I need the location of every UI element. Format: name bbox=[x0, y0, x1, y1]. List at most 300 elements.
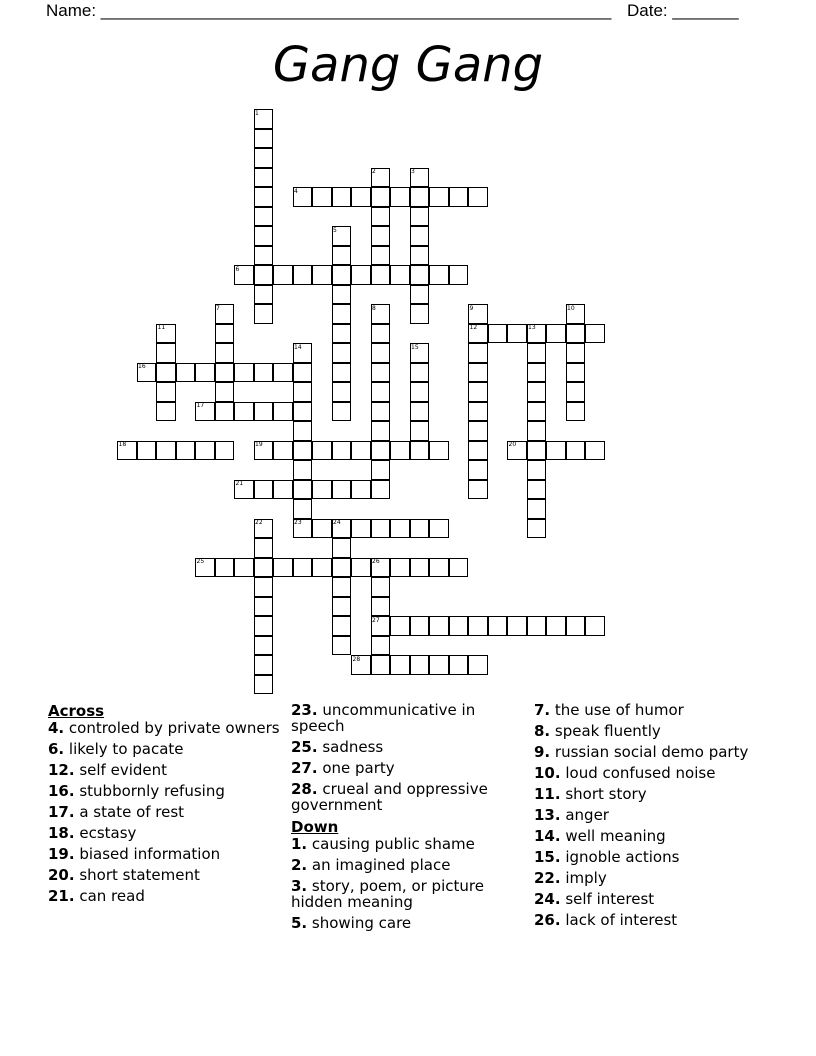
crossword-cell[interactable] bbox=[371, 402, 391, 422]
clue-item bbox=[48, 867, 280, 883]
crossword-cell[interactable] bbox=[429, 558, 449, 578]
crossword-cell[interactable] bbox=[312, 265, 332, 285]
clue-item bbox=[48, 846, 280, 862]
clue-text: short story bbox=[560, 785, 647, 803]
cell-number: 24 bbox=[333, 519, 341, 526]
crossword-cell[interactable] bbox=[293, 265, 313, 285]
crossword-cell[interactable] bbox=[429, 441, 449, 461]
cell-number: 1 bbox=[255, 109, 259, 117]
crossword-cell[interactable] bbox=[371, 655, 391, 675]
crossword-cell[interactable] bbox=[410, 226, 430, 246]
crossword-cell[interactable] bbox=[273, 441, 293, 461]
crossword-cell[interactable] bbox=[410, 402, 430, 422]
clue-number: 28. bbox=[291, 780, 318, 798]
crossword-cell[interactable] bbox=[410, 187, 430, 207]
cell-number: 4 bbox=[294, 187, 298, 195]
crossword-cell[interactable] bbox=[254, 655, 274, 675]
crossword-cell[interactable] bbox=[156, 382, 176, 402]
crossword-cell[interactable] bbox=[254, 246, 274, 266]
cell-number: 10 bbox=[567, 304, 575, 312]
cell-number: 21 bbox=[235, 480, 244, 487]
crossword-cell[interactable] bbox=[468, 382, 488, 402]
clue-text: showing care bbox=[307, 914, 412, 932]
crossword-cell[interactable] bbox=[254, 616, 274, 636]
clue-item bbox=[534, 870, 774, 886]
cell-number: 7 bbox=[216, 304, 220, 312]
cell-number: 9 bbox=[469, 304, 474, 312]
clue-text: ignoble actions bbox=[560, 848, 680, 866]
crossword-cell[interactable] bbox=[156, 343, 176, 363]
clue-item bbox=[48, 888, 280, 904]
crossword-cell[interactable] bbox=[312, 519, 332, 539]
crossword-cell[interactable] bbox=[332, 304, 352, 324]
clue-number: 2. bbox=[291, 856, 308, 874]
clue-number: 26. bbox=[534, 911, 561, 929]
crossword-cell[interactable] bbox=[156, 363, 176, 383]
crossword-cell[interactable] bbox=[546, 616, 566, 636]
clue-text: stubbornly refusing bbox=[74, 782, 225, 800]
crossword-cell[interactable] bbox=[410, 207, 430, 227]
crossword-cell[interactable] bbox=[371, 324, 391, 344]
clue-item bbox=[291, 878, 521, 910]
crossword-cell[interactable] bbox=[215, 558, 235, 578]
crossword-cell[interactable] bbox=[351, 265, 371, 285]
clue-text: controled by private owners bbox=[64, 719, 280, 737]
clue-number: 14. bbox=[534, 827, 561, 845]
clue-item bbox=[534, 849, 774, 865]
clue-item bbox=[291, 915, 521, 931]
clue-number: 25. bbox=[291, 738, 318, 756]
crossword-cell[interactable] bbox=[254, 168, 274, 188]
crossword-cell[interactable] bbox=[468, 655, 488, 675]
crossword-cell[interactable] bbox=[254, 363, 274, 383]
crossword-cell[interactable] bbox=[293, 421, 313, 441]
cell-number: 28 bbox=[352, 655, 361, 663]
clue-text: an imagined place bbox=[307, 856, 451, 874]
cell-number: 23 bbox=[294, 519, 302, 526]
clue-text: a state of rest bbox=[74, 803, 185, 821]
clue-number: 18. bbox=[48, 824, 75, 842]
crossword-cell[interactable] bbox=[410, 382, 430, 402]
date-field-label: Date: _______ bbox=[627, 1, 739, 20]
crossword-cell[interactable] bbox=[293, 363, 313, 383]
crossword-cell[interactable] bbox=[332, 538, 352, 558]
crossword-cell[interactable] bbox=[468, 402, 488, 422]
clue-item bbox=[534, 912, 774, 928]
crossword-cell[interactable] bbox=[371, 363, 391, 383]
crossword-cell[interactable] bbox=[449, 265, 469, 285]
crossword-cell[interactable] bbox=[507, 616, 527, 636]
crossword-cell[interactable] bbox=[566, 441, 586, 461]
crossword-cell[interactable] bbox=[449, 655, 469, 675]
crossword-cell[interactable] bbox=[371, 460, 391, 480]
crossword-cell[interactable] bbox=[566, 382, 586, 402]
crossword-cell[interactable] bbox=[566, 363, 586, 383]
crossword-cell[interactable] bbox=[176, 363, 196, 383]
crossword-cell[interactable] bbox=[527, 363, 547, 383]
clue-text: crueal and oppressive government bbox=[291, 780, 488, 814]
crossword-cell[interactable] bbox=[234, 363, 254, 383]
crossword-cell[interactable] bbox=[410, 519, 430, 539]
crossword-cell[interactable] bbox=[332, 285, 352, 305]
clue-text: self interest bbox=[560, 890, 655, 908]
clue-text: anger bbox=[560, 806, 609, 824]
crossword-cell[interactable] bbox=[273, 265, 293, 285]
crossword-cell[interactable] bbox=[390, 441, 410, 461]
crossword-cell[interactable] bbox=[254, 129, 274, 149]
crossword-cell[interactable] bbox=[332, 402, 352, 422]
clue-number: 15. bbox=[534, 848, 561, 866]
cell-number: 2 bbox=[372, 168, 376, 175]
crossword-cell[interactable] bbox=[351, 519, 371, 539]
cell-number: 20 bbox=[508, 441, 517, 448]
crossword-cell[interactable] bbox=[332, 558, 352, 578]
clue-item bbox=[291, 836, 521, 852]
clue-number: 4. bbox=[48, 719, 65, 737]
clue-number: 7. bbox=[534, 701, 551, 719]
crossword-cell[interactable] bbox=[371, 265, 391, 285]
crossword-cell[interactable] bbox=[332, 480, 352, 500]
crossword-cell[interactable] bbox=[351, 558, 371, 578]
crossword-cell[interactable] bbox=[566, 324, 586, 344]
crossword-cell[interactable] bbox=[527, 499, 547, 519]
crossword-cell[interactable] bbox=[390, 616, 410, 636]
crossword-cell[interactable] bbox=[429, 265, 449, 285]
crossword-cell[interactable] bbox=[410, 558, 430, 578]
crossword-cell[interactable] bbox=[332, 324, 352, 344]
crossword-cell[interactable] bbox=[371, 480, 391, 500]
clue-section-heading: Across bbox=[48, 702, 105, 720]
crossword-cell[interactable] bbox=[293, 499, 313, 519]
crossword-cell[interactable] bbox=[449, 558, 469, 578]
crossword-cell[interactable] bbox=[332, 636, 352, 656]
cell-number: 5 bbox=[333, 226, 337, 234]
crossword-cell[interactable] bbox=[273, 558, 293, 578]
clue-number: 11. bbox=[534, 785, 561, 803]
name-field-label: Name: ______________________________________________________ bbox=[46, 1, 612, 20]
clue-text: ecstasy bbox=[74, 824, 137, 842]
crossword-cell[interactable] bbox=[332, 441, 352, 461]
crossword-cell[interactable] bbox=[293, 441, 313, 461]
cell-number: 13 bbox=[528, 324, 536, 331]
crossword-cell[interactable] bbox=[410, 616, 430, 636]
crossword-cell[interactable] bbox=[371, 226, 391, 246]
crossword-cell[interactable] bbox=[312, 441, 332, 461]
clue-text: story, poem, or picture hidden meaning bbox=[291, 877, 484, 911]
cell-number: 15 bbox=[411, 343, 419, 351]
crossword-cell[interactable] bbox=[195, 441, 215, 461]
crossword-cell[interactable] bbox=[566, 402, 586, 422]
crossword-cell[interactable] bbox=[332, 246, 352, 266]
crossword-cell[interactable] bbox=[410, 265, 430, 285]
clue-number: 3. bbox=[291, 877, 308, 895]
crossword-cell[interactable] bbox=[429, 655, 449, 675]
cell-number: 18 bbox=[118, 441, 127, 448]
crossword-cell[interactable] bbox=[527, 480, 547, 500]
clue-column-1 bbox=[48, 702, 280, 909]
crossword-cell[interactable] bbox=[410, 421, 430, 441]
clue-text: loud confused noise bbox=[560, 764, 716, 782]
crossword-cell[interactable] bbox=[332, 343, 352, 363]
crossword-cell[interactable] bbox=[527, 519, 547, 539]
clue-item bbox=[48, 825, 280, 841]
crossword-cell[interactable] bbox=[254, 285, 274, 305]
cell-number: 12 bbox=[469, 324, 478, 331]
crossword-cell[interactable] bbox=[527, 402, 547, 422]
crossword-cell[interactable] bbox=[293, 382, 313, 402]
cell-number: 19 bbox=[255, 441, 263, 448]
crossword-cell[interactable] bbox=[312, 480, 332, 500]
crossword-cell[interactable] bbox=[468, 616, 488, 636]
crossword-cell[interactable] bbox=[429, 187, 449, 207]
crossword-cell[interactable] bbox=[585, 616, 605, 636]
crossword-cell[interactable] bbox=[254, 636, 274, 656]
crossword-cell[interactable] bbox=[254, 226, 274, 246]
crossword-cell[interactable] bbox=[254, 577, 274, 597]
cell-number: 26 bbox=[372, 558, 380, 565]
clue-text: uncommunicative in speech bbox=[291, 701, 476, 735]
crossword-cell[interactable] bbox=[585, 324, 605, 344]
crossword-cell[interactable] bbox=[507, 324, 527, 344]
crossword-cell[interactable] bbox=[429, 616, 449, 636]
crossword-cell[interactable] bbox=[332, 616, 352, 636]
page-title: Gang Gang bbox=[272, 37, 544, 93]
crossword-cell[interactable] bbox=[254, 304, 274, 324]
crossword-cell[interactable] bbox=[410, 655, 430, 675]
clue-text: likely to pacate bbox=[64, 740, 184, 758]
crossword-cell[interactable] bbox=[273, 480, 293, 500]
crossword-cell[interactable] bbox=[332, 382, 352, 402]
clue-text: speak fluently bbox=[550, 722, 661, 740]
crossword-cell[interactable] bbox=[371, 187, 391, 207]
crossword-cell[interactable] bbox=[156, 402, 176, 422]
crossword-cell[interactable] bbox=[254, 148, 274, 168]
crossword-cell[interactable] bbox=[351, 441, 371, 461]
clue-number: 12. bbox=[48, 761, 75, 779]
crossword-cell[interactable] bbox=[546, 324, 566, 344]
clue-item bbox=[534, 891, 774, 907]
crossword-cell[interactable] bbox=[254, 265, 274, 285]
clue-item bbox=[291, 702, 521, 734]
clue-item bbox=[291, 857, 521, 873]
cell-number: 11 bbox=[157, 324, 166, 331]
crossword-cell[interactable] bbox=[273, 363, 293, 383]
crossword-cell[interactable] bbox=[371, 246, 391, 266]
crossword-cell[interactable] bbox=[351, 480, 371, 500]
cell-number: 3 bbox=[411, 168, 415, 175]
crossword-cell[interactable] bbox=[332, 597, 352, 617]
cell-number: 6 bbox=[235, 265, 240, 273]
crossword-cell[interactable] bbox=[215, 363, 235, 383]
crossword-cell[interactable] bbox=[215, 402, 235, 422]
crossword-cell[interactable] bbox=[566, 343, 586, 363]
crossword-cell[interactable] bbox=[468, 460, 488, 480]
clue-item bbox=[534, 807, 774, 823]
clue-number: 8. bbox=[534, 722, 551, 740]
crossword-cell[interactable] bbox=[312, 187, 332, 207]
crossword-cell[interactable] bbox=[449, 616, 469, 636]
crossword-cell[interactable] bbox=[371, 207, 391, 227]
clue-section-heading: Down bbox=[291, 818, 339, 836]
crossword-cell[interactable] bbox=[351, 187, 371, 207]
crossword-cell[interactable] bbox=[410, 363, 430, 383]
clue-item bbox=[534, 723, 774, 739]
crossword-cell[interactable] bbox=[371, 577, 391, 597]
crossword-cell[interactable] bbox=[371, 597, 391, 617]
crossword-cell[interactable] bbox=[254, 480, 274, 500]
crossword-cell[interactable] bbox=[195, 363, 215, 383]
crossword-cell[interactable] bbox=[254, 597, 274, 617]
clue-item bbox=[48, 783, 280, 799]
crossword-cell[interactable] bbox=[488, 616, 508, 636]
clue-number: 20. bbox=[48, 866, 75, 884]
crossword-cell[interactable] bbox=[293, 558, 313, 578]
crossword-cell[interactable] bbox=[254, 675, 274, 695]
crossword-cell[interactable] bbox=[449, 187, 469, 207]
crossword-cell[interactable] bbox=[371, 636, 391, 656]
clue-number: 13. bbox=[534, 806, 561, 824]
clue-item bbox=[291, 739, 521, 755]
clue-item bbox=[534, 702, 774, 718]
clue-text: russian social demo party bbox=[550, 743, 749, 761]
crossword-cell[interactable] bbox=[371, 382, 391, 402]
crossword-cell[interactable] bbox=[137, 441, 157, 461]
crossword-cell[interactable] bbox=[527, 441, 547, 461]
crossword-cell[interactable] bbox=[234, 402, 254, 422]
crossword-cell[interactable] bbox=[234, 558, 254, 578]
clue-item bbox=[48, 741, 280, 757]
crossword-cell[interactable] bbox=[527, 382, 547, 402]
clue-number: 22. bbox=[534, 869, 561, 887]
clue-item bbox=[534, 828, 774, 844]
crossword-cell[interactable] bbox=[156, 441, 176, 461]
clue-text: short statement bbox=[74, 866, 200, 884]
crossword-cell[interactable] bbox=[254, 207, 274, 227]
crossword-cell[interactable] bbox=[390, 558, 410, 578]
crossword-cell[interactable] bbox=[468, 187, 488, 207]
cell-number: 25 bbox=[196, 558, 205, 565]
crossword-cell[interactable] bbox=[566, 616, 586, 636]
clue-text: the use of humor bbox=[550, 701, 684, 719]
clue-number: 27. bbox=[291, 759, 318, 777]
crossword-cell[interactable] bbox=[371, 343, 391, 363]
crossword-cell[interactable] bbox=[371, 519, 391, 539]
crossword-cell[interactable] bbox=[254, 402, 274, 422]
crossword-cell[interactable] bbox=[410, 304, 430, 324]
crossword-cell[interactable] bbox=[527, 460, 547, 480]
crossword-cell[interactable] bbox=[215, 382, 235, 402]
clue-column-2 bbox=[291, 702, 521, 936]
crossword-cell[interactable] bbox=[468, 480, 488, 500]
cell-number: 17 bbox=[196, 402, 205, 409]
crossword-cell[interactable] bbox=[293, 402, 313, 422]
clue-number: 23. bbox=[291, 701, 318, 719]
crossword-cell[interactable] bbox=[390, 655, 410, 675]
cell-number: 22 bbox=[255, 519, 263, 526]
crossword-cell[interactable] bbox=[527, 421, 547, 441]
clue-number: 5. bbox=[291, 914, 308, 932]
crossword-cell[interactable] bbox=[332, 577, 352, 597]
crossword-cell[interactable] bbox=[254, 187, 274, 207]
cell-number: 14 bbox=[294, 343, 302, 351]
crossword-cell[interactable] bbox=[215, 343, 235, 363]
clue-number: 9. bbox=[534, 743, 551, 761]
clue-text: imply bbox=[560, 869, 607, 887]
clue-number: 16. bbox=[48, 782, 75, 800]
crossword-cell[interactable] bbox=[273, 402, 293, 422]
crossword-cell[interactable] bbox=[332, 363, 352, 383]
crossword-cell[interactable] bbox=[176, 441, 196, 461]
crossword-cell[interactable] bbox=[293, 460, 313, 480]
crossword-cell[interactable] bbox=[332, 265, 352, 285]
clue-item bbox=[291, 781, 521, 813]
clue-item bbox=[48, 720, 280, 736]
crossword-cell[interactable] bbox=[468, 363, 488, 383]
clue-text: biased information bbox=[74, 845, 221, 863]
clue-item bbox=[291, 760, 521, 776]
crossword-cell[interactable] bbox=[312, 558, 332, 578]
crossword-cell[interactable] bbox=[293, 480, 313, 500]
clue-number: 21. bbox=[48, 887, 75, 905]
crossword-cell[interactable] bbox=[254, 558, 274, 578]
clue-text: can read bbox=[74, 887, 145, 905]
crossword-cell[interactable] bbox=[429, 519, 449, 539]
crossword-cell[interactable] bbox=[410, 441, 430, 461]
crossword-cell[interactable] bbox=[468, 421, 488, 441]
crossword-cell[interactable] bbox=[390, 265, 410, 285]
crossword-cell[interactable] bbox=[254, 538, 274, 558]
clue-item bbox=[534, 744, 774, 760]
crossword-cell[interactable] bbox=[488, 324, 508, 344]
crossword-cell[interactable] bbox=[468, 441, 488, 461]
crossword-cell[interactable] bbox=[371, 441, 391, 461]
clue-text: self evident bbox=[74, 761, 168, 779]
clue-item bbox=[48, 804, 280, 820]
clue-item bbox=[534, 786, 774, 802]
crossword-cell[interactable] bbox=[410, 285, 430, 305]
clue-number: 1. bbox=[291, 835, 308, 853]
cell-number: 8 bbox=[372, 304, 376, 312]
crossword-cell[interactable] bbox=[215, 441, 235, 461]
crossword-cell[interactable] bbox=[215, 324, 235, 344]
clue-item bbox=[48, 762, 280, 778]
clue-text: causing public shame bbox=[307, 835, 475, 853]
crossword-cell[interactable] bbox=[390, 187, 410, 207]
crossword-cell[interactable] bbox=[371, 421, 391, 441]
clue-item bbox=[534, 765, 774, 781]
crossword-cell[interactable] bbox=[410, 246, 430, 266]
cell-number: 16 bbox=[138, 363, 146, 370]
clue-number: 19. bbox=[48, 845, 75, 863]
cell-number: 27 bbox=[372, 616, 380, 624]
crossword-cell[interactable] bbox=[527, 616, 547, 636]
crossword-cell[interactable] bbox=[332, 187, 352, 207]
clue-number: 6. bbox=[48, 740, 65, 758]
crossword-cell[interactable] bbox=[390, 519, 410, 539]
crossword-cell[interactable] bbox=[585, 441, 605, 461]
crossword-cell[interactable] bbox=[546, 441, 566, 461]
clue-number: 24. bbox=[534, 890, 561, 908]
crossword-cell[interactable] bbox=[527, 343, 547, 363]
crossword-cell[interactable] bbox=[468, 343, 488, 363]
clue-column-3 bbox=[534, 702, 774, 933]
clue-text: lack of interest bbox=[560, 911, 678, 929]
clue-number: 17. bbox=[48, 803, 75, 821]
clue-text: one party bbox=[317, 759, 395, 777]
clue-text: well meaning bbox=[560, 827, 666, 845]
clue-text: sadness bbox=[317, 738, 384, 756]
clue-number: 10. bbox=[534, 764, 561, 782]
